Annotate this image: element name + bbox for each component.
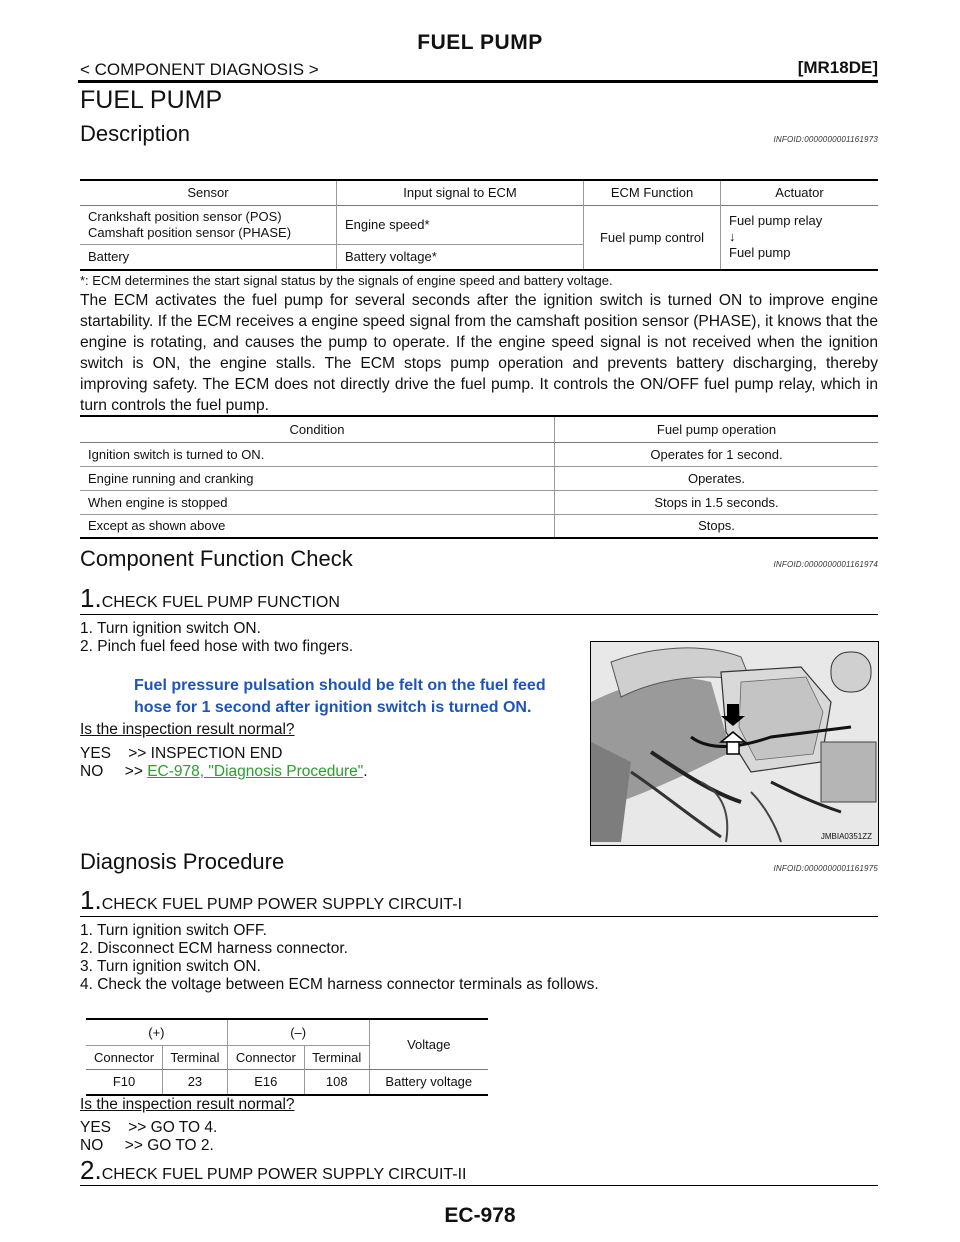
header-rule: [78, 80, 878, 83]
table-header: Fuel pump operation: [656, 421, 777, 437]
description-table: [80, 179, 878, 271]
component-check-heading: Component Function Check: [80, 546, 353, 571]
diagnosis-infoid: INFOID:0000000001161975: [773, 864, 878, 873]
answer-no-prefix: NO >>: [80, 763, 148, 780]
answer-no-suffix: .: [363, 763, 368, 780]
operation-cell: Stops.: [698, 518, 735, 534]
answer-no: NO >> GO TO 2.: [80, 1137, 214, 1154]
table-row: [80, 442, 878, 466]
sensor-name: Camshaft position sensor (PHASE): [88, 224, 292, 240]
list-item: 2. Pinch fuel feed hose with two fingers.: [80, 638, 354, 655]
table-row: [80, 466, 878, 490]
diagnosis-steps: [80, 922, 599, 994]
table-header: Terminal: [163, 1045, 228, 1069]
table-row: [80, 514, 878, 538]
sensor-name: Crankshaft position sensor (POS): [88, 208, 282, 224]
table-cell: 23: [163, 1069, 228, 1095]
table-cell: Battery voltage*: [337, 244, 584, 270]
step-number: 1.: [80, 583, 102, 613]
operation-cell: Stops in 1.5 seconds.: [654, 494, 779, 510]
table-header: Terminal: [304, 1045, 369, 1069]
table-row: [80, 490, 878, 514]
condition-cell: Engine running and cranking: [80, 466, 555, 490]
diagnosis-step-1-heading: [80, 885, 462, 916]
actuator-relay: Fuel pump relay: [729, 213, 823, 229]
condition-cell: When engine is stopped: [80, 490, 555, 514]
table-header: (+): [86, 1019, 227, 1045]
running-header-section: < COMPONENT DIAGNOSIS >: [80, 60, 319, 79]
description-paragraph: The ECM activates the fuel pump for several seconds after the ignition switch is turned ON to improve engine startability. If the ECM receives a engine speed signal from the camshaft position sensor (PHASE), it knows that the engine is rotating, and causes the pump to operate. If the engine speed signal is not received when the ignition switch is ON, the engine stalls. The ECM stops pump operation and prevents battery discharging, thereby improving safety. The ECM does not directly drive the fuel pump. It controls the ON/OFF fuel pump relay, which in turn controls the fuel pump.: [80, 292, 878, 414]
description-heading: Description: [80, 121, 191, 146]
table-header: (–): [227, 1019, 369, 1045]
step-1-heading: [80, 583, 340, 614]
check-steps: [80, 620, 353, 656]
table-header: Actuator: [775, 185, 824, 201]
condition-table: [80, 415, 878, 539]
table-header: Condition: [80, 416, 555, 442]
component-check-infoid: INFOID:0000000001161974: [773, 560, 878, 569]
table-cell: E16: [227, 1069, 304, 1095]
table-cell: 108: [304, 1069, 369, 1095]
inspection-note: [134, 675, 546, 719]
list-item: 3. Turn ignition switch ON.: [80, 958, 261, 975]
diagnosis-question: Is the inspection result normal?: [80, 1096, 295, 1113]
running-header-model: [MR18DE]: [797, 58, 878, 77]
page-title: FUEL PUMP: [80, 86, 223, 114]
step-rule: [80, 1185, 878, 1186]
image-code: JMBIA0351ZZ: [820, 832, 872, 841]
list-item: 1. Turn ignition switch OFF.: [80, 922, 267, 939]
table-header: Input signal to ECM: [337, 180, 584, 205]
inspection-answers: [80, 745, 368, 781]
step-title: CHECK FUEL PUMP POWER SUPPLY CIRCUIT-I: [101, 896, 463, 913]
table-cell: Fuel pump control: [584, 205, 721, 270]
engine-bay-photo: [590, 641, 879, 846]
table-cell: Engine speed*: [337, 205, 584, 244]
voltage-table: [86, 1018, 488, 1096]
step-number: 1.: [80, 885, 102, 915]
answer-no: [80, 763, 368, 781]
table-header: Connector: [227, 1045, 304, 1069]
condition-cell: Ignition switch is turned to ON.: [80, 442, 555, 466]
diagnosis-heading: Diagnosis Procedure: [80, 849, 285, 874]
table-cell: [80, 205, 337, 244]
page-number: EC-978: [444, 1204, 516, 1227]
operation-cell: Operates.: [687, 470, 746, 486]
answer-yes: YES >> INSPECTION END: [80, 745, 283, 762]
table-cell: F10: [86, 1069, 163, 1095]
actuator-pump: Fuel pump: [729, 245, 791, 261]
answer-yes: YES >> GO TO 4.: [80, 1119, 218, 1136]
table-cell: Battery: [80, 244, 337, 270]
note-line: Fuel pressure pulsation should be felt on the fuel feed: [134, 677, 546, 694]
operation-cell: Operates for 1 second.: [650, 446, 783, 462]
step-rule: [80, 614, 878, 615]
condition-cell: Except as shown above: [80, 514, 555, 538]
step-rule: [80, 916, 878, 917]
diagnosis-step-2-heading: [80, 1155, 467, 1186]
arrow-down-icon: ↓: [729, 229, 736, 245]
table-footnote: *: ECM determines the start signal status by the signals of engine speed and battery voltage.: [80, 273, 613, 288]
list-item: 2. Disconnect ECM harness connector.: [80, 940, 348, 957]
step-title: CHECK FUEL PUMP POWER SUPPLY CIRCUIT-II: [101, 1166, 467, 1183]
table-header: Connector: [86, 1045, 163, 1069]
note-line: hose for 1 second after ignition switch is turned ON.: [134, 699, 532, 716]
inspection-question: Is the inspection result normal?: [80, 721, 295, 738]
list-item: 4. Check the voltage between ECM harness connector terminals as follows.: [80, 976, 599, 993]
table-row: [86, 1069, 488, 1095]
description-infoid: INFOID:0000000001161973: [773, 135, 878, 144]
step-title: CHECK FUEL PUMP FUNCTION: [101, 594, 340, 611]
diagnosis-answers: [80, 1119, 217, 1155]
diagnosis-procedure-link[interactable]: EC-978, "Diagnosis Procedure": [147, 763, 364, 780]
table-header: Sensor: [80, 180, 337, 205]
table-header: Voltage: [369, 1019, 488, 1069]
table-cell: [721, 205, 879, 270]
running-header-title: FUEL PUMP: [417, 31, 543, 54]
table-header: ECM Function: [584, 180, 721, 205]
step-number: 2.: [80, 1155, 102, 1185]
list-item: 1. Turn ignition switch ON.: [80, 620, 261, 637]
table-cell: Battery voltage: [385, 1074, 473, 1090]
engine-photo-illustration: [591, 642, 878, 845]
